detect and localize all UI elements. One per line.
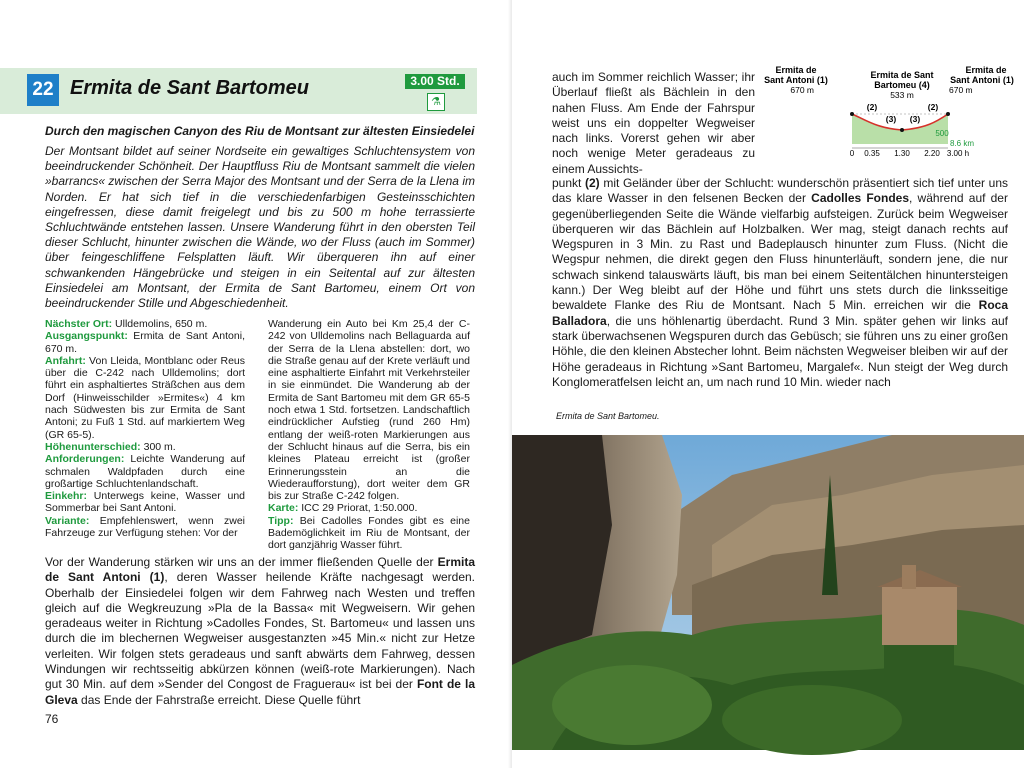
right-body-text-top: auch im Sommer reichlich Wasser; ihr Überlauf fließt als Bächlein in den nahen Fluss. Am Ende der Fahrspur weist uns ein doppelter Wegweiser nach links. Vorerst gehen wir aber noch wenige Meter geradeaus zu einem Aussichts-: [552, 70, 755, 176]
body-bold: Cadolles Fondes: [811, 191, 910, 206]
info-label: Karte:: [268, 502, 299, 515]
body-bold: Roca Balladora: [552, 298, 1008, 328]
profile-marker: (2): [866, 102, 878, 112]
tour-title: Ermita de Sant Bartomeu: [70, 77, 309, 99]
profile-label-start-2: Sant Antoni (1): [764, 75, 828, 85]
left-body-text: [45, 555, 475, 708]
body-text: , während auf der gegenüberliegenden Seite die Wände vielfarbig aufsteigen. Zurück beim Wegweiser überqueren wir das Bächlein auf Holzbalken. Wer mag, steigt danach rechts auf Wegspuren in 3 Min. zu Rast und Badeplausch hinunter zum Fluss. (Nicht die Wegspur nehmen, die direkt gegen den Fluss hinunterläuft, sondern jene, die nur schwach sinkend talauswärts läuft, bis man bei einem Seitentälchen hinuntersteigen kann.) Der Weg bleibt auf der Höhe und führt uns stets durch die linksseitige bewaldete Flanke des Riu de Montsant. Nach 5 Min. erreichen wir die: [552, 191, 1008, 313]
profile-point-mid: [900, 128, 904, 132]
duration-badge: 3.00 Std.: [405, 74, 465, 89]
profile-point-end: [946, 112, 950, 116]
profile-label-end-2: Sant Antoni (1): [950, 75, 1014, 85]
profile-tick: 0: [849, 149, 855, 158]
profile-tick: 0.35: [864, 149, 880, 158]
body-bold: Ermita de Sant Antoni (1): [45, 555, 475, 585]
info-value: Bei Cadolles Fondes gibt es eine Bademöglichkeit im Riu de Montsant, der dort ganzjährig Wasser führt.: [268, 514, 470, 552]
profile-marker: (2): [927, 102, 939, 112]
info-value-variante: Empfehlenswert, wenn zwei Fahrzeuge zur Verfügung stehen: Vor der: [45, 514, 245, 540]
profile-marker: (3): [909, 114, 921, 124]
right-body-text: [552, 176, 1008, 390]
info-value: Ulldemolins, 650 m.: [112, 318, 208, 330]
profile-area: [852, 114, 948, 144]
profile-tick: 1.30: [894, 149, 910, 158]
info-label: Anforderungen:: [45, 453, 125, 466]
intro-text: Der Montsant bildet auf seiner Nordseite ein gewaltiges Schluchtensystem von beeindruckender Schönheit. Der Hauptfluss Riu de Montsant sammelt die vielen »barrancs« zwischen der Serra Major des Montsant und der Serra de la Llena im Norden. Er hat sich tief in die verschiedenfarbigen Gesteinsschichten eingefressen, diese damit freigelegt und bis zu 500 m hohe terrassierte Schluchtwände entstehen lassen. Unsere Wanderung führt in den obersten Teil dieser Schlucht, hinunter zwischen die Wände, wo der Fluss (auch im Sommer) über feingeschliffene Felsplatten läuft. Wir überqueren ihn auf einer schwankenden Hängebrücke und steigen in ein Seitental auf zur ältesten Einsiedelei am Montsant, der Ermita de Sant Bartomeu, einem Ort von beeindruckender Stille und Abgeschiedenheit.: [45, 144, 475, 311]
photo-caption: Ermita de Sant Bartomeu.: [556, 411, 660, 421]
info-label: Tipp:: [268, 514, 294, 527]
info-value: 300 m.: [140, 440, 176, 453]
info-value: Unterwegs keine, Wasser und Sommerbar bei Sant Antoni.: [45, 490, 245, 515]
info-label: Nächster Ort:: [45, 318, 113, 330]
body-text: mit Geländer über der Schlucht: wunderschön präsentiert sich tief unter uns das klare Wasser in den felsenen Becken der: [552, 176, 1008, 206]
profile-elev-start: 670 m: [790, 85, 814, 95]
profile-label-mid-1: Ermita de Sant: [870, 70, 934, 80]
tour-header: [0, 68, 477, 114]
info-label: Anfahrt:: [45, 354, 86, 367]
profile-elev-mid: 533 m: [890, 90, 914, 100]
info-value: ICC 29 Priorat, 1:50.000.: [298, 502, 418, 515]
info-value: Ermita de Sant Antoni, 670 m.: [45, 330, 245, 355]
info-label: Einkehr:: [45, 490, 88, 503]
body-text: Vor der Wanderung stärken wir uns an der immer fließenden Quelle der: [45, 555, 438, 569]
info-value: Leichte Wanderung auf schmalen Waldpfaden durch eine großartige Schluchtenlandschaft.: [45, 453, 245, 490]
profile-marker: (3): [885, 114, 897, 124]
profile-tick: 3.00 h: [946, 149, 970, 158]
profile-tick: 2.20: [924, 149, 940, 158]
info-value: Von Lleida, Montblanc oder Reus über die C-242 nach Ulldemolins; dort führt ein asphaltiertes Sträßchen aus dem Dorf (Hinweisschilder »Ermites«) 4 km nach Südwesten bis zur Ermita de Sant Antoni; zu Fuß 1 Std. auf markiertem Weg (GR 65-5).: [45, 354, 245, 441]
profile-elev-end: 670 m: [949, 85, 973, 95]
tour-number: 22: [27, 74, 59, 106]
profile-scale: 500: [935, 129, 949, 138]
profile-distance: 8.6 km: [950, 139, 975, 148]
body-text: das Ende der Fahrstraße erreicht. Diese Quelle führt: [77, 692, 361, 707]
info-column-2: [268, 318, 470, 552]
right-page: [512, 0, 1024, 768]
body-bold: Font de la Gleva: [45, 677, 475, 707]
page-number: 76: [45, 712, 59, 726]
body-text: punkt: [552, 176, 586, 190]
info-label: Höhenunterschied:: [45, 440, 141, 453]
elevation-profile: [764, 64, 1016, 160]
body-text: , die uns höhlenartig überdacht. Rund 3 Min. später gehen wir links auf stark überwachsenen Wegspuren durch das Gebüsch; sie führen uns zu einer großen Höhle, die den kleinen Abstecher lohnt. Beim nächsten Wegweiser bleiben wir auf der Höhe geradeaus in Richtung »Sant Bartomeu, Margalef«. Nun steigt der Weg durch Konglomeratfelsen leicht an, um nach rund 10 Min. wieder nach: [552, 313, 1008, 389]
info-label: Variante:: [45, 514, 90, 527]
family-icon: ⚗: [427, 93, 445, 111]
body-text: , deren Wasser heilende Kräfte nachgesagt werden. Oberhalb der Einsiedelei folgen wir dem Fahrweg nach Westen und treffen gleich auf die Wegkreuzung »Pla de la Bassa« mit Wegweisern. Wir gehen geradeaus weiter in Richtung »Cadolles Fondes, St. Bartomeu« und lassen uns durch die im blechernen Wegweiser ausgestanzten »45 Min.« nicht zur Hetze verleiten. Wir folgen stets geradeaus und sanft abwärts dem Fahrweg, dessen Windungen wir rechtsseitig abkürzen können (weiß-rote Markierungen). Nach gut 30 Min. auf dem »Sender del Congost de Fraguerau« ist bei der: [45, 570, 476, 692]
info-column-1: [45, 318, 245, 539]
tour-subtitle: Durch den magischen Canyon des Riu de Montsant zur ältesten Einsiedelei: [45, 124, 475, 138]
profile-label-mid-2: Bartomeu (4): [874, 80, 930, 90]
profile-point-start: [850, 112, 854, 116]
info-value-variante-cont: Wanderung ein Auto bei Km 25,4 der C-242 von Ulldemolins nach Bellaguarda auf der Serra de la Llena abstellen: dort, wo die Straße genau auf der Krete verläuft und eine asphaltierte Einfahrt mit Verkehrsteiler in sie einmündet. Die Wanderung ab der Ermita de Sant Bartomeu mit dem GR 65-5 noch etwa 1 Std. fortsetzen. Landschaftlich eindrücklicher Aufstieg (rund 260 Hm) entlang der weiß-roten Markierungen aus der Schlucht hinaus auf die Serra, bis ein kleines Plateau erreicht ist (großer Erinnerungsstein an die Wiederaufforstung), dort weiter dem GR bis zur Straße C-242 folgen.: [268, 318, 470, 503]
landscape-photo: [512, 435, 1024, 750]
profile-label-start-1: Ermita de: [775, 65, 817, 75]
profile-label-end-1: Ermita de: [965, 65, 1007, 75]
info-label: Ausgangspunkt:: [45, 330, 128, 343]
body-bold: (2): [585, 176, 600, 190]
